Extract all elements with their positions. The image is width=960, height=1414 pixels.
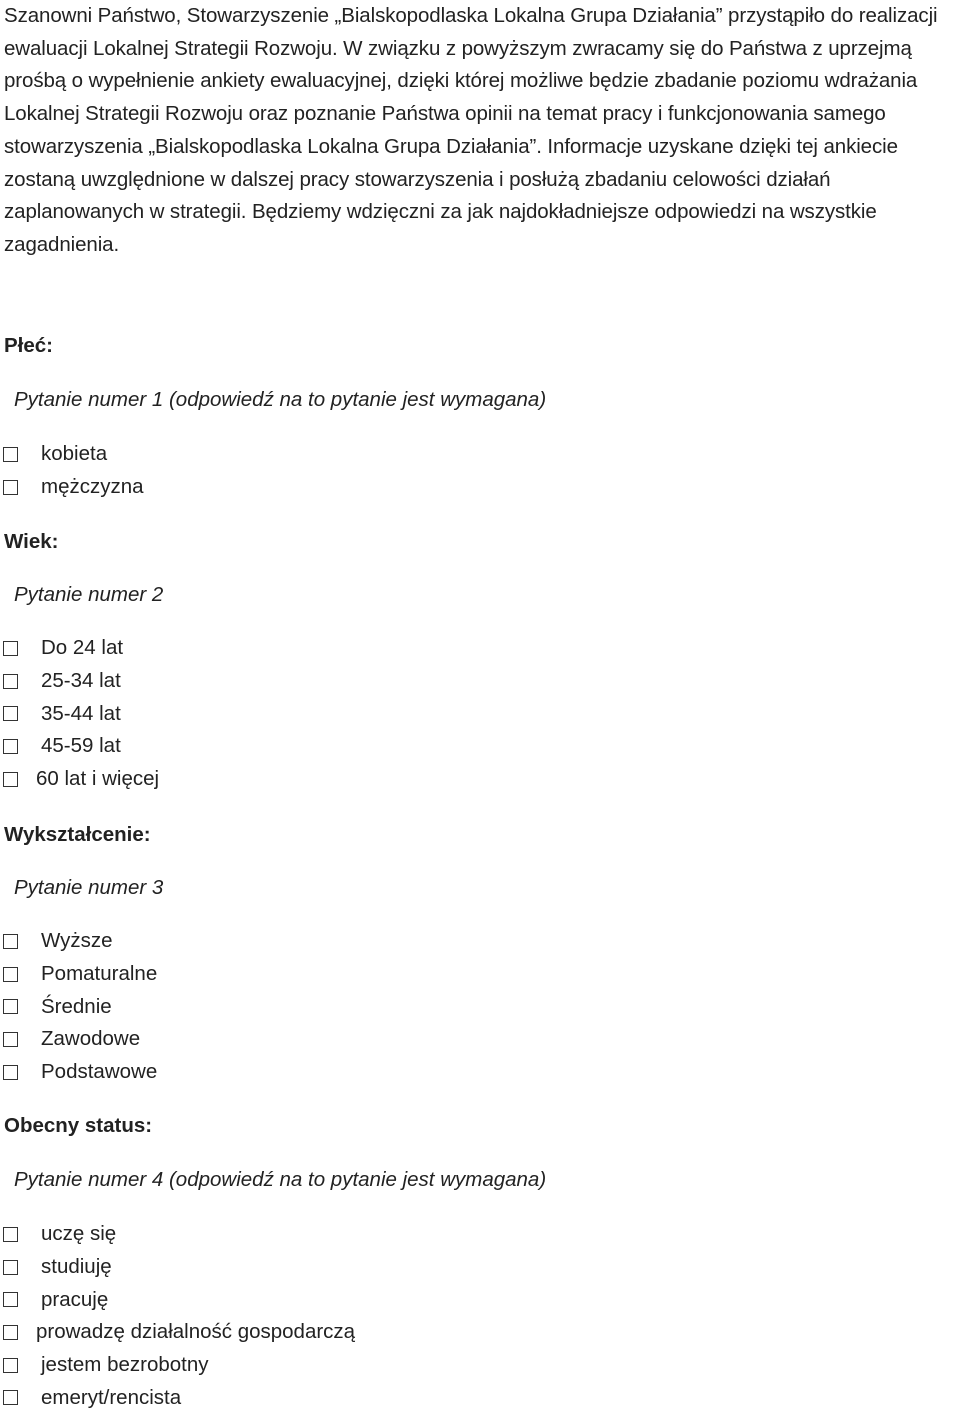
option-label: pracuję bbox=[41, 1287, 109, 1311]
option-status-3[interactable] bbox=[3, 1283, 355, 1316]
option-status-2[interactable] bbox=[3, 1251, 355, 1284]
option-label: Wyższe bbox=[41, 929, 113, 953]
question-1: Pytanie numer 1 (odpowiedź na to pytanie jest wymagana) bbox=[14, 388, 547, 411]
option-mezczyzna[interactable] bbox=[3, 471, 144, 504]
question-3: Pytanie numer 3 bbox=[14, 876, 164, 899]
option-age-5[interactable] bbox=[3, 763, 159, 796]
option-edu-1[interactable] bbox=[3, 925, 157, 958]
checkbox[interactable] bbox=[3, 1032, 18, 1047]
question-2: Pytanie numer 2 bbox=[14, 583, 164, 606]
option-age-1[interactable] bbox=[3, 632, 159, 665]
section-label-gender: Płeć: bbox=[4, 334, 53, 357]
option-status-4[interactable] bbox=[3, 1316, 355, 1349]
checkbox[interactable] bbox=[3, 706, 18, 721]
option-status-5[interactable] bbox=[3, 1349, 355, 1382]
option-edu-4[interactable] bbox=[3, 1023, 157, 1056]
option-label: Pomaturalne bbox=[41, 962, 158, 986]
option-label: jestem bezrobotny bbox=[41, 1353, 209, 1377]
option-label: kobieta bbox=[41, 442, 108, 466]
option-age-3[interactable] bbox=[3, 697, 159, 730]
checkbox[interactable] bbox=[3, 999, 18, 1014]
option-label: Zawodowe bbox=[41, 1027, 141, 1051]
checkbox[interactable] bbox=[3, 1260, 18, 1275]
option-label: 25-34 lat bbox=[41, 669, 121, 693]
option-label: studiuję bbox=[41, 1255, 112, 1279]
option-status-1[interactable] bbox=[3, 1218, 355, 1251]
checkbox[interactable] bbox=[3, 1065, 18, 1080]
option-label: mężczyzna bbox=[41, 475, 144, 499]
option-kobieta[interactable] bbox=[3, 438, 144, 471]
option-edu-2[interactable] bbox=[3, 958, 157, 991]
option-label: Średnie bbox=[41, 994, 112, 1018]
checkbox[interactable] bbox=[3, 480, 18, 495]
option-label: 35-44 lat bbox=[41, 701, 121, 725]
options-age bbox=[3, 632, 159, 795]
options-gender bbox=[3, 438, 144, 503]
option-label: 60 lat i więcej bbox=[36, 767, 160, 791]
question-4: Pytanie numer 4 (odpowiedź na to pytanie jest wymagana) bbox=[14, 1168, 547, 1191]
checkbox[interactable] bbox=[3, 641, 18, 656]
option-label: emeryt/rencista bbox=[41, 1385, 182, 1409]
checkbox[interactable] bbox=[3, 1358, 18, 1373]
option-edu-3[interactable] bbox=[3, 990, 157, 1023]
option-label: Podstawowe bbox=[41, 1060, 158, 1084]
checkbox[interactable] bbox=[3, 967, 18, 982]
option-age-4[interactable] bbox=[3, 730, 159, 763]
intro-paragraph: Szanowni Państwo, Stowarzyszenie „Bialskopodlaska Lokalna Grupa Działania” przystąpiło do realizacji ewaluacji Lokalnej Strategii Rozwoju. W związku z powyższym zwracamy się do Państwa z uprzejmą prośbą o wypełnienie ankiety ewaluacyjnej, dzięki której możliwe będzie zbadanie poziomu wdrażania Lokalnej Strategii Rozwoju oraz poznanie Państwa opinii na temat pracy i funkcjonowania samego stowarzyszenia „Bialskopodlaska Lokalna Grupa Działania”. Informacje uzyskane dzięki tej ankiecie zostaną uwzględnione w dalszej pracy stowarzyszenia i posłużą zbadaniu celowości działań zaplanowanych w strategii. Będziemy wdzięczni za jak najdokładniejsze odpowiedzi na wszystkie zagadnienia. bbox=[4, 4, 938, 256]
option-label: Do 24 lat bbox=[41, 636, 124, 660]
section-label-education: Wykształcenie: bbox=[4, 823, 151, 846]
checkbox[interactable] bbox=[3, 447, 18, 462]
option-edu-5[interactable] bbox=[3, 1056, 157, 1089]
options-status bbox=[3, 1218, 355, 1414]
checkbox[interactable] bbox=[3, 1390, 18, 1405]
checkbox[interactable] bbox=[3, 934, 18, 949]
checkbox[interactable] bbox=[3, 674, 18, 689]
option-age-2[interactable] bbox=[3, 665, 159, 698]
checkbox[interactable] bbox=[3, 1292, 18, 1307]
option-status-6[interactable] bbox=[3, 1381, 355, 1414]
section-label-status: Obecny status: bbox=[4, 1114, 153, 1137]
option-label: 45-59 lat bbox=[41, 734, 121, 758]
section-label-age: Wiek: bbox=[4, 530, 59, 553]
checkbox[interactable] bbox=[3, 1325, 18, 1340]
option-label: uczę się bbox=[41, 1222, 117, 1246]
options-education bbox=[3, 925, 157, 1088]
checkbox[interactable] bbox=[3, 739, 18, 754]
checkbox[interactable] bbox=[3, 1227, 18, 1242]
option-label: prowadzę działalność gospodarczą bbox=[36, 1320, 356, 1344]
checkbox[interactable] bbox=[3, 772, 18, 787]
